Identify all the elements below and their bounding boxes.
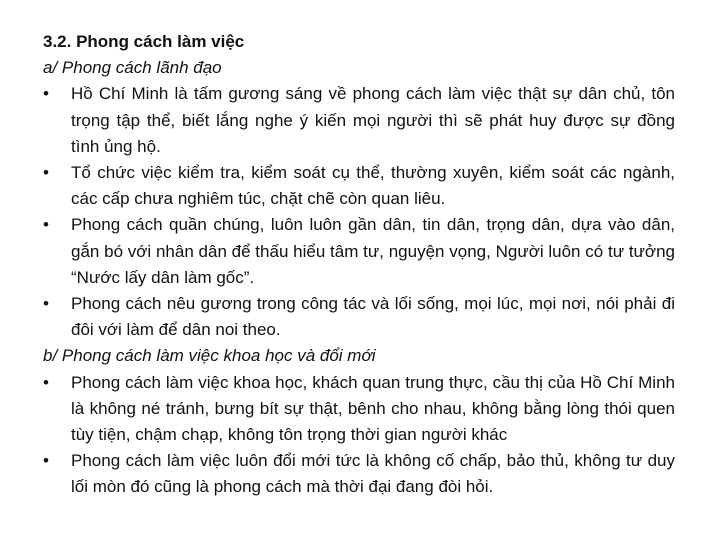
bullet-item [43, 212, 675, 291]
bullet-text: Phong cách làm việc luôn đổi mới tức là không cố chấp, bảo thủ, không tư duy lối mòn đó cũng là phong cách mà thời đại đang đòi hỏi. [71, 451, 675, 497]
bullet-icon: • [43, 84, 49, 104]
bullet-text: Tổ chức việc kiểm tra, kiểm soát cụ thể, thường xuyên, kiểm soát các ngành, các cấp chưa nghiêm túc, chặt chẽ còn quan liêu. [71, 163, 675, 209]
bullet-icon: • [43, 163, 49, 183]
bullet-icon: • [43, 372, 49, 392]
section-a-bullet-list [43, 81, 675, 343]
bullet-item [43, 448, 675, 500]
slide-content [43, 29, 675, 501]
section-b-title: b/ Phong cách làm việc khoa học và đổi mới [43, 346, 376, 366]
bullet-text: Phong cách làm việc khoa học, khách quan trung thực, cầu thị của Hồ Chí Minh là không né tránh, bưng bít sự thật, bênh cho nhau, không bằng lòng thói quen tùy tiện, chậm chạp, không tôn trọng thời gian người khác [71, 372, 675, 445]
bullet-text: Hồ Chí Minh là tấm gương sáng về phong cách làm việc thật sự dân chủ, tôn trọng tập thể, biết lắng nghe ý kiến mọi người thì sẽ phát huy được sự đồng tình ủng hộ. [71, 84, 675, 156]
bullet-item [43, 370, 675, 449]
bullet-icon: • [43, 215, 49, 235]
bullet-text: Phong cách quần chúng, luôn luôn gần dân, tin dân, trọng dân, dựa vào dân, gắn bó với nhân dân để thấu hiểu tâm tư, nguyện vọng, Người luôn có tư tưởng “Nước lấy dân làm gốc”. [71, 215, 675, 287]
bullet-icon: • [43, 451, 49, 471]
bullet-text: Phong cách nêu gương trong công tác và lối sống, mọi lúc, mọi nơi, nói phải đi đôi với làm để dân noi theo. [71, 294, 675, 340]
bullet-item [43, 291, 675, 343]
section-heading: 3.2. Phong cách làm việc [43, 32, 245, 51]
section-a-title: a/ Phong cách lãnh đạo [43, 58, 222, 78]
bullet-item [43, 160, 675, 212]
bullet-icon: • [43, 294, 49, 314]
bullet-item [43, 81, 675, 160]
section-b-bullet-list [43, 370, 675, 501]
